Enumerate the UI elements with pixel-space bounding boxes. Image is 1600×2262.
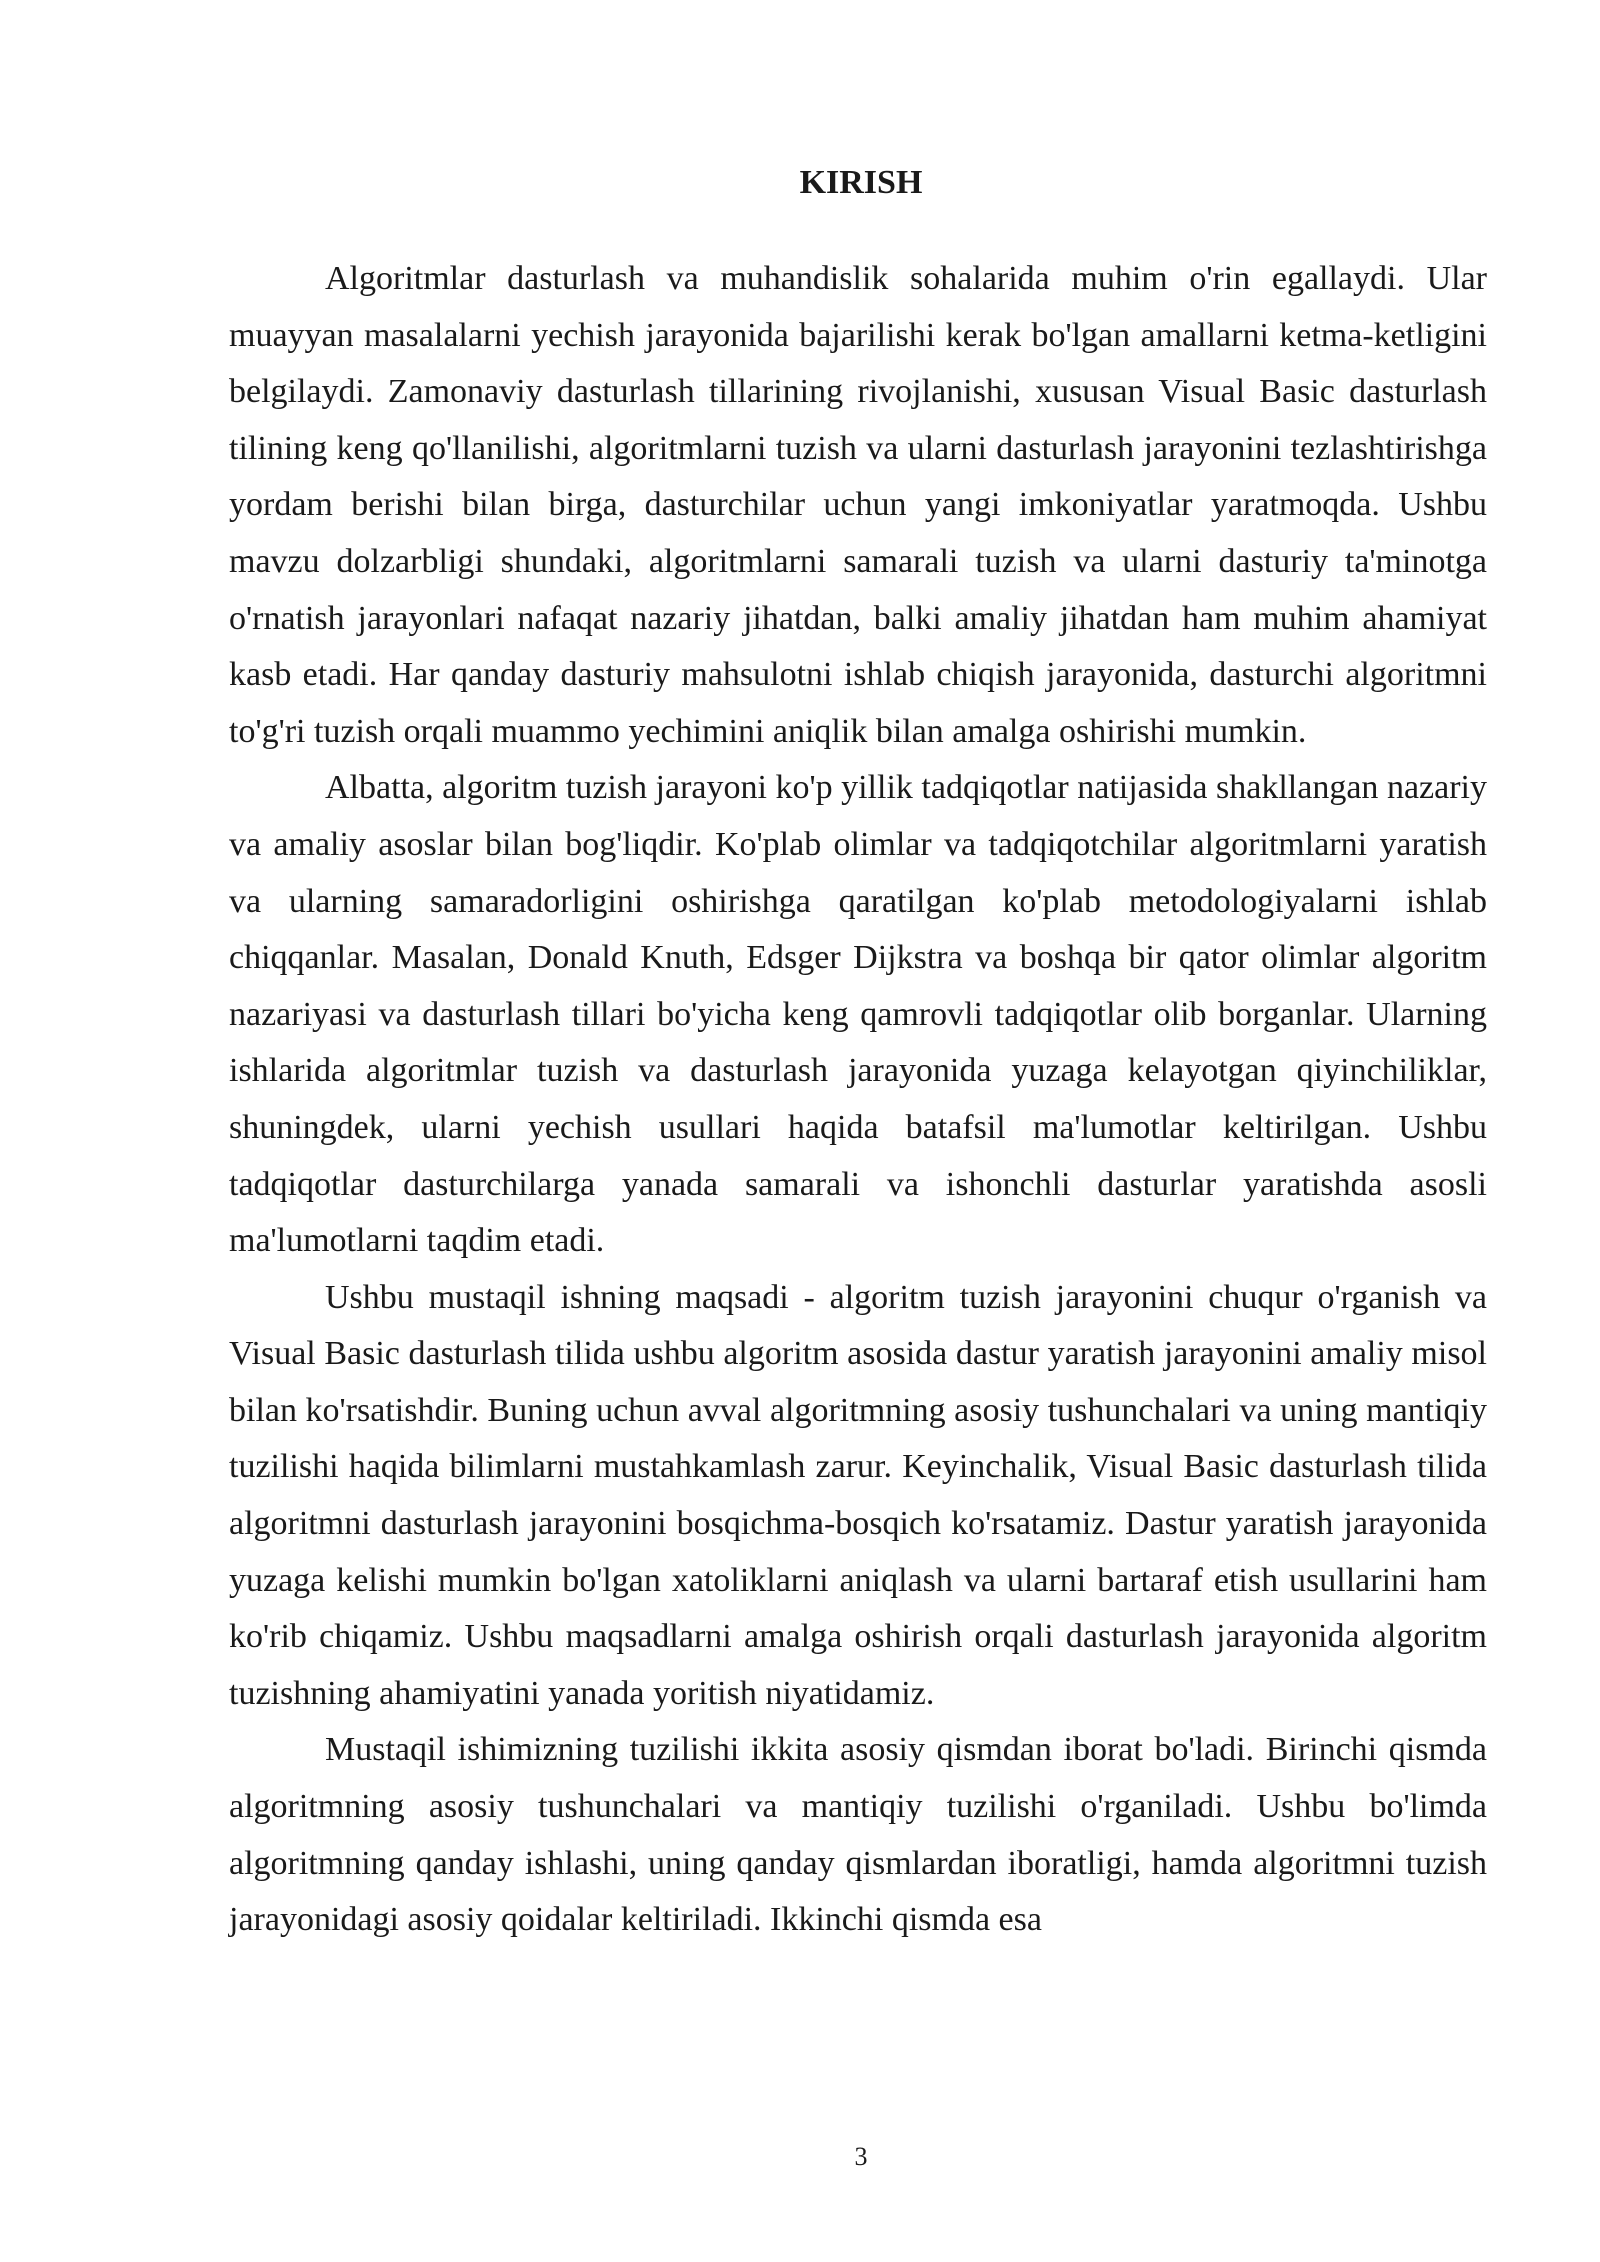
- paragraph-2: Albatta, algoritm tuzish jarayoni ko'p yillik tadqiqotlar natijasida shakllangan nazariy va amaliy asoslar bilan bog'liqdir. Ko'plab olimlar va tadqiqotchilar algoritmlarni yaratish va ularning samaradorligini oshirishga qaratilgan ko'plab metodologiyalarni ishlab chiqqanlar. Masalan, Donald Knuth, Edsger Dijkstra va boshqa bir qator olimlar algoritm nazariyasi va dasturlash tillari bo'yicha keng qamrovli tadqiqotlar olib borganlar. Ularning ishlarida algoritmlar tuzish va dasturlash jarayonida yuzaga kelayotgan qiyinchiliklar, shuningdek, ularni yechish usullari haqida batafsil ma'lumotlar keltirilgan. Ushbu tadqiqotlar dasturchilarga yanada samarali va ishonchli dasturlar yaratishda asosli ma'lumotlarni taqdim etadi.: [229, 769, 1487, 1260]
- page-number: 3: [854, 2142, 868, 2171]
- paragraph-3: Ushbu mustaqil ishning maqsadi - algoritm tuzish jarayonini chuqur o'rganish va Visual Basic dasturlash tilida ushbu algoritm asosida dastur yaratish jarayonini amaliy misol bilan ko'rsatishdir. Buning uchun avval algoritmning asosiy tushunchalari va uning mantiqiy tuzilishi haqida bilimlarni mustahkamlash zarur. Keyinchalik, Visual Basic dasturlash tilida algoritmni dasturlash jarayonini bosqichma-bosqich ko'rsatamiz. Dastur yaratish jarayonida yuzaga kelishi mumkin bo'lgan xatoliklarni aniqlash va ularni bartaraf etish usullarini ham ko'rib chiqamiz. Ushbu maqsadlarni amalga oshirish orqali dasturlash jarayonida algoritm tuzishning ahamiyatini yanada yoritish niyatidamiz.: [229, 1278, 1487, 1712]
- body-text: [229, 251, 1487, 1949]
- paragraph-4: Mustaqil ishimizning tuzilishi ikkita asosiy qismdan iborat bo'ladi. Birinchi qismda algoritmning asosiy tushunchalari va mantiqiy tuzilishi o'rganiladi. Ushbu bo'limda algoritmning qanday ishlashi, uning qanday qismlardan iboratligi, hamda algoritmni tuzish jarayonidagi asosiy qoidalar keltiriladi. Ikkinchi qismda esa: [229, 1731, 1487, 1939]
- section-heading: KIRISH: [799, 164, 923, 201]
- paragraph-1: Algoritmlar dasturlash va muhandislik sohalarida muhim o'rin egallaydi. Ular muayyan masalalarni yechish jarayonida bajarilishi kerak bo'lgan amallarni ketma-ketligini belgilaydi. Zamonaviy dasturlash tillarining rivojlanishi, xususan Visual Basic dasturlash tilining keng qo'llanilishi, algoritmlarni tuzish va ularni dasturlash jarayonini tezlashtirishga yordam berishi bilan birga, dasturchilar uchun yangi imkoniyatlar yaratmoqda. Ushbu mavzu dolzarbligi shundaki, algoritmlarni samarali tuzish va ularni dasturiy ta'minotga o'rnatish jarayonlari nafaqat nazariy jihatdan, balki amaliy jihatdan ham muhim ahamiyat kasb etadi. Har qanday dasturiy mahsulotni ishlab chiqish jarayonida, dasturchi algoritmni to'g'ri tuzish orqali muammo yechimini aniqlik bilan amalga oshirishi mumkin.: [229, 260, 1487, 750]
